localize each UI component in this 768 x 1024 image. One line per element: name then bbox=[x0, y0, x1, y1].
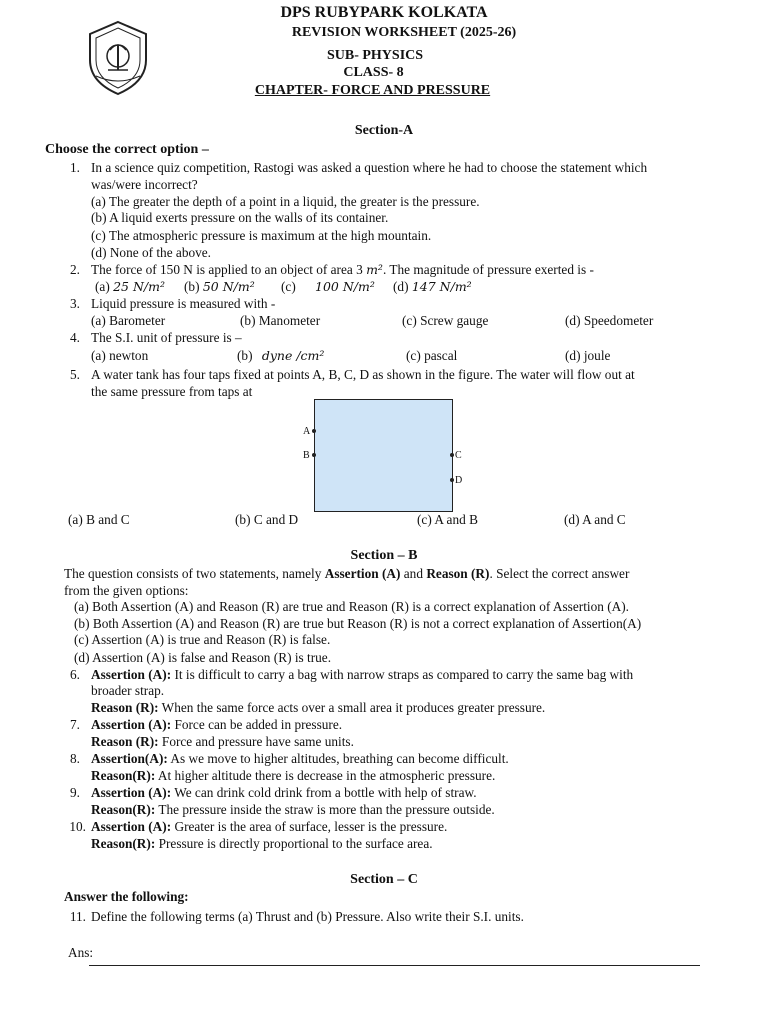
q2-option-a-label: (a) bbox=[95, 279, 110, 294]
q2-option-a bbox=[95, 279, 165, 296]
section-a-instruction: Choose the correct option – bbox=[45, 142, 209, 157]
q6-assertion-cont: broader strap. bbox=[91, 683, 165, 698]
q7-reason bbox=[91, 734, 354, 751]
q9-assertion bbox=[91, 785, 477, 802]
q2-option-b bbox=[184, 279, 255, 296]
intro-rest: . Select the correct answer bbox=[489, 566, 630, 581]
q8-reason-text: At higher altitude there is decrease in the atmospheric pressure. bbox=[155, 768, 496, 783]
q1-option-b: (b) A liquid exerts pressure on the walls of its container. bbox=[91, 210, 389, 225]
q7-reason-text: Force and pressure have same units. bbox=[158, 734, 354, 749]
q4-option-b-label: (b) bbox=[237, 348, 253, 363]
q2-text bbox=[91, 262, 594, 279]
q11-number: 11. bbox=[69, 909, 86, 924]
q6-reason-label: Reason (R): bbox=[91, 700, 159, 715]
worksheet-title: REVISION WORKSHEET (2025-26) bbox=[291, 25, 517, 40]
q10-assertion bbox=[91, 819, 447, 836]
q8-assertion-text: As we move to higher altitudes, breathing can become difficult. bbox=[167, 751, 509, 766]
q3-number: 3. bbox=[70, 296, 80, 311]
answer-line[interactable] bbox=[89, 965, 700, 966]
q2-option-c-value: 100 N/m² bbox=[315, 279, 375, 294]
tap-a-label: A bbox=[303, 426, 311, 437]
q2-option-a-value: 25 N/m² bbox=[113, 279, 165, 294]
section-c-instruction: Answer the following: bbox=[64, 889, 189, 904]
q7-reason-label: Reason (R): bbox=[91, 734, 159, 749]
q9-assertion-text: We can drink cold drink from a bottle with help of straw. bbox=[171, 785, 477, 800]
tap-d-point bbox=[450, 478, 454, 482]
q1-number: 1. bbox=[70, 160, 80, 175]
q10-reason-label: Reason(R): bbox=[91, 836, 156, 851]
q9-number: 9. bbox=[70, 785, 80, 800]
intro-text: The question consists of two statements, namely bbox=[64, 566, 325, 581]
intro-and: and bbox=[400, 566, 427, 581]
q2-option-b-value: 50 N/m² bbox=[202, 279, 255, 294]
tap-c-label: C bbox=[455, 450, 462, 461]
q3-option-a: (a) Barometer bbox=[91, 313, 166, 328]
tap-c-point bbox=[450, 453, 454, 457]
q4-option-b-value: dyne /cm² bbox=[261, 348, 325, 363]
q2-option-b-label: (b) bbox=[184, 279, 200, 294]
q2-text-b: . The magnitude of pressure exerted is - bbox=[382, 262, 594, 277]
q1-option-c: (c) The atmospheric pressure is maximum at the high mountain. bbox=[91, 228, 432, 243]
q8-reason bbox=[91, 768, 495, 785]
q1-text-line2: was/were incorrect? bbox=[91, 177, 198, 192]
section-b-title: Section – B bbox=[350, 548, 418, 563]
q1-option-a: (a) The greater the depth of a point in a liquid, the greater is the pressure. bbox=[91, 194, 480, 209]
q9-reason-label: Reason(R): bbox=[91, 802, 156, 817]
q5-number: 5. bbox=[70, 367, 80, 382]
q4-number: 4. bbox=[70, 330, 80, 345]
q1-option-d: (d) None of the above. bbox=[91, 245, 211, 260]
q6-number: 6. bbox=[70, 667, 80, 682]
q6-assertion-text: It is difficult to carry a bag with narrow straps as compared to carry the same bag with bbox=[171, 667, 634, 682]
q8-number: 8. bbox=[70, 751, 80, 766]
q5-text-line2: the same pressure from taps at bbox=[91, 384, 253, 399]
q10-assertion-label: Assertion (A): bbox=[91, 819, 172, 834]
q11-text: Define the following terms (a) Thrust and (b) Pressure. Also write their S.I. units. bbox=[91, 909, 524, 924]
q3-option-d: (d) Speedometer bbox=[565, 313, 654, 328]
intro-assertion: Assertion (A) bbox=[324, 566, 401, 581]
q2-option-d bbox=[393, 279, 472, 296]
q7-assertion-text: Force can be added in pressure. bbox=[171, 717, 343, 732]
q3-option-c: (c) Screw gauge bbox=[402, 313, 489, 328]
q9-reason-text: The pressure inside the straw is more than the pressure outside. bbox=[155, 802, 495, 817]
section-c-title: Section – C bbox=[350, 872, 418, 887]
q7-number: 7. bbox=[70, 717, 80, 732]
q4-option-d: (d) joule bbox=[565, 348, 611, 363]
class-label: CLASS- 8 bbox=[343, 65, 404, 80]
answer-label: Ans: bbox=[68, 945, 94, 960]
section-a-title: Section-A bbox=[354, 123, 414, 138]
q8-assertion bbox=[91, 751, 509, 768]
q8-assertion-label: Assertion(A): bbox=[91, 751, 168, 766]
q2-option-d-label: (d) bbox=[393, 279, 409, 294]
q2-option-c-label: (c) bbox=[281, 279, 296, 294]
q9-assertion-label: Assertion (A): bbox=[91, 785, 172, 800]
q4-text: The S.I. unit of pressure is – bbox=[91, 330, 242, 345]
q1-text-line1: In a science quiz competition, Rastogi was asked a question where he had to choose the statement which bbox=[91, 160, 648, 175]
q4-option-a: (a) newton bbox=[91, 348, 149, 363]
chapter-title: CHAPTER- FORCE AND PRESSURE bbox=[254, 83, 491, 98]
q2-option-d-value: 147 N/m² bbox=[411, 279, 472, 294]
tap-b-point bbox=[312, 453, 316, 457]
section-b-intro-line1 bbox=[64, 566, 744, 583]
tap-a-point bbox=[312, 429, 316, 433]
tap-d-label: D bbox=[455, 475, 463, 486]
section-b-option-d: (d) Assertion (A) is false and Reason (R) is true. bbox=[74, 650, 332, 665]
q5-option-d: (d) A and C bbox=[564, 512, 626, 527]
q5-option-c: (c) A and B bbox=[417, 512, 478, 527]
q10-number: 10. bbox=[69, 819, 86, 834]
q4-option-c: (c) pascal bbox=[406, 348, 458, 363]
q6-reason-text: When the same force acts over a small area it produces greater pressure. bbox=[158, 700, 546, 715]
q3-option-b: (b) Manometer bbox=[240, 313, 321, 328]
q2-number: 2. bbox=[70, 262, 80, 277]
q10-reason bbox=[91, 836, 433, 853]
section-b-option-c: (c) Assertion (A) is true and Reason (R) is false. bbox=[74, 632, 331, 647]
q10-reason-text: Pressure is directly proportional to the surface area. bbox=[155, 836, 433, 851]
q9-reason bbox=[91, 802, 495, 819]
subject-label: SUB- PHYSICS bbox=[326, 48, 424, 63]
q6-reason bbox=[91, 700, 545, 717]
q7-assertion bbox=[91, 717, 342, 734]
q2-area-unit: m² bbox=[366, 262, 383, 277]
q5-text-line1: A water tank has four taps fixed at points A, B, C, D as shown in the figure. The water will flow out at bbox=[91, 367, 635, 382]
tap-b-label: B bbox=[303, 450, 310, 461]
q10-assertion-text: Greater is the area of surface, lesser is the pressure. bbox=[171, 819, 448, 834]
school-name: DPS RUBYPARK KOLKATA bbox=[280, 4, 488, 21]
q6-assertion bbox=[91, 667, 741, 684]
q4-option-b bbox=[237, 348, 324, 365]
section-b-intro-line2: from the given options: bbox=[64, 583, 189, 598]
q3-text: Liquid pressure is measured with - bbox=[91, 296, 276, 311]
q2-text-a: The force of 150 N is applied to an object of area 3 bbox=[91, 262, 367, 277]
water-tank-figure bbox=[314, 399, 453, 512]
q5-option-a: (a) B and C bbox=[68, 512, 130, 527]
q8-reason-label: Reason(R): bbox=[91, 768, 156, 783]
q7-assertion-label: Assertion (A): bbox=[91, 717, 172, 732]
section-b-option-b: (b) Both Assertion (A) and Reason (R) are true but Reason (R) is not a correct explanation of Assertion(A) bbox=[74, 616, 642, 631]
intro-reason: Reason (R) bbox=[426, 566, 490, 581]
q5-option-b: (b) C and D bbox=[235, 512, 299, 527]
q6-assertion-label: Assertion (A): bbox=[91, 667, 172, 682]
section-b-option-a: (a) Both Assertion (A) and Reason (R) are true and Reason (R) is a correct explanation of Assertion (A). bbox=[74, 599, 629, 614]
